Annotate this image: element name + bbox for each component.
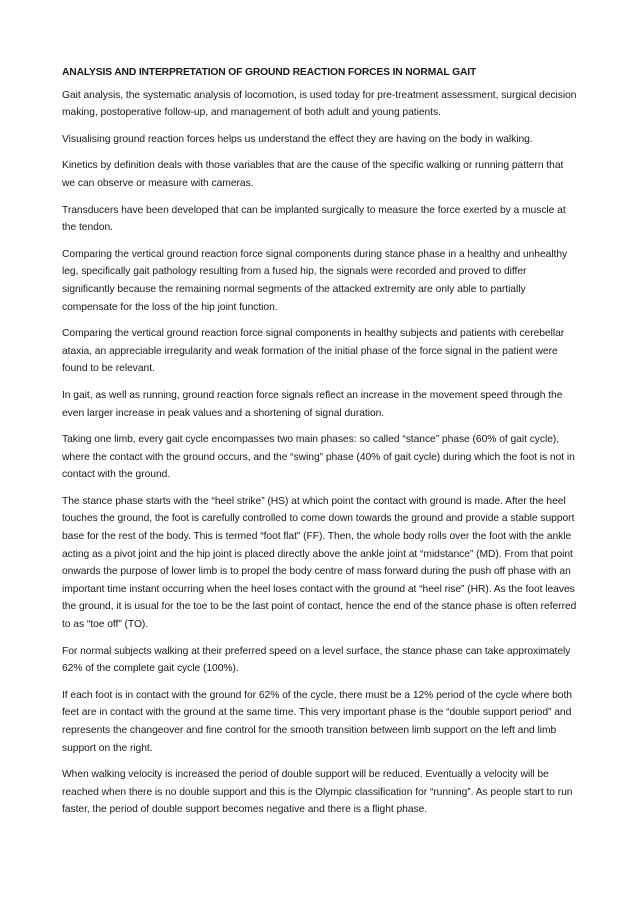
- paragraph-gait-cycle-phases: Taking one limb, every gait cycle encompasses two main phases: so called “stance” phase (60% of gait cycle), where the contact with the ground occurs, and the “swing” phase (40% of gait cycle) during which the foot is not in contact with the ground.: [62, 434, 575, 481]
- paragraph-walking-velocity: When walking velocity is increased the period of double support will be reduced. Eventually a velocity will be reached when there is no double support and this is the Olympic classification for “running”. As people start to run faster, the period of double support becomes negative and there is a flight phase.: [62, 769, 573, 816]
- document-page: [62, 64, 578, 828]
- paragraph-kinetics: Kinetics by definition deals with those variables that are the cause of the specific walking or running pattern that we can observe or measure with cameras.: [62, 160, 564, 189]
- paragraph-fused-hip: Comparing the vertical ground reaction force signal components during stance phase in a healthy and unhealthy leg, specifically gait pathology resulting from a fused hip, the signals were recorded and proved to differ significantly because the remaining normal segments of the attacked extremity are only able to partially compensate for the loss of the hip joint function.: [62, 248, 568, 313]
- paragraph-visualising-forces: Visualising ground reaction forces helps us understand the effect they are having on the body in walking.: [62, 133, 533, 145]
- paragraph-normal-subjects: For normal subjects walking at their preferred speed on a level surface, the stance phase can take approximately 62% of the complete gait cycle (100%).: [62, 645, 571, 675]
- paragraph-stance-phase: The stance phase starts with the “heel strike” (HS) at which point the contact with ground is made. After the heel touches the ground, the foot is carefully controlled to come down towards the ground and provide a stable support base for the rest of the body. This is termed “foot flat” (FF). Then, the whole body rolls over the foot with the ankle acting as a pivot joint and the hip joint is placed directly above the ankle joint at “midstance” (MD). From that point onwards the purpose of lower limb is to propel the body centre of mass forward during the push off phase with an important time instant occurring when the heel loses contact with the ground at “heel rise” (HR). As the foot leaves the ground, it is usual for the toe to be the last point of contact, hence the end of the stance phase is often referred to as “toe off” (TO).: [62, 495, 577, 631]
- paragraph-transducers: Transducers have been developed that can be implanted surgically to measure the force exerted by a muscle at the tendon.: [62, 204, 566, 234]
- paragraph-double-support: If each foot is in contact with the ground for 62% of the cycle, there must be a 12% period of the cycle where both feet are in contact with the ground at the same time. This very important phase is the “double support period” and represents the changeover and fine control for the smooth transition between limb support on the left and limb support on the right.: [62, 689, 572, 754]
- paragraph-gait-analysis: Gait analysis, the systematic analysis of locomotion, is used today for pre-treatment assessment, surgical decision making, postoperative follow-up, and management of both adult and young patients.: [62, 89, 577, 119]
- document-title: ANALYSIS AND INTERPRETATION OF GROUND REACTION FORCES IN NORMAL GAIT: [62, 67, 477, 78]
- paragraph-cerebellar-ataxia: Comparing the vertical ground reaction force signal components in healthy subjects and patients with cerebellar ataxia, an appreciable irregularity and weak formation of the initial phase of the force signal in the patient were found to be relevant.: [62, 328, 565, 375]
- paragraph-running: In gait, as well as running, ground reaction force signals reflect an increase in the movement speed through the even larger increase in peak values and a shortening of signal duration.: [62, 389, 563, 419]
